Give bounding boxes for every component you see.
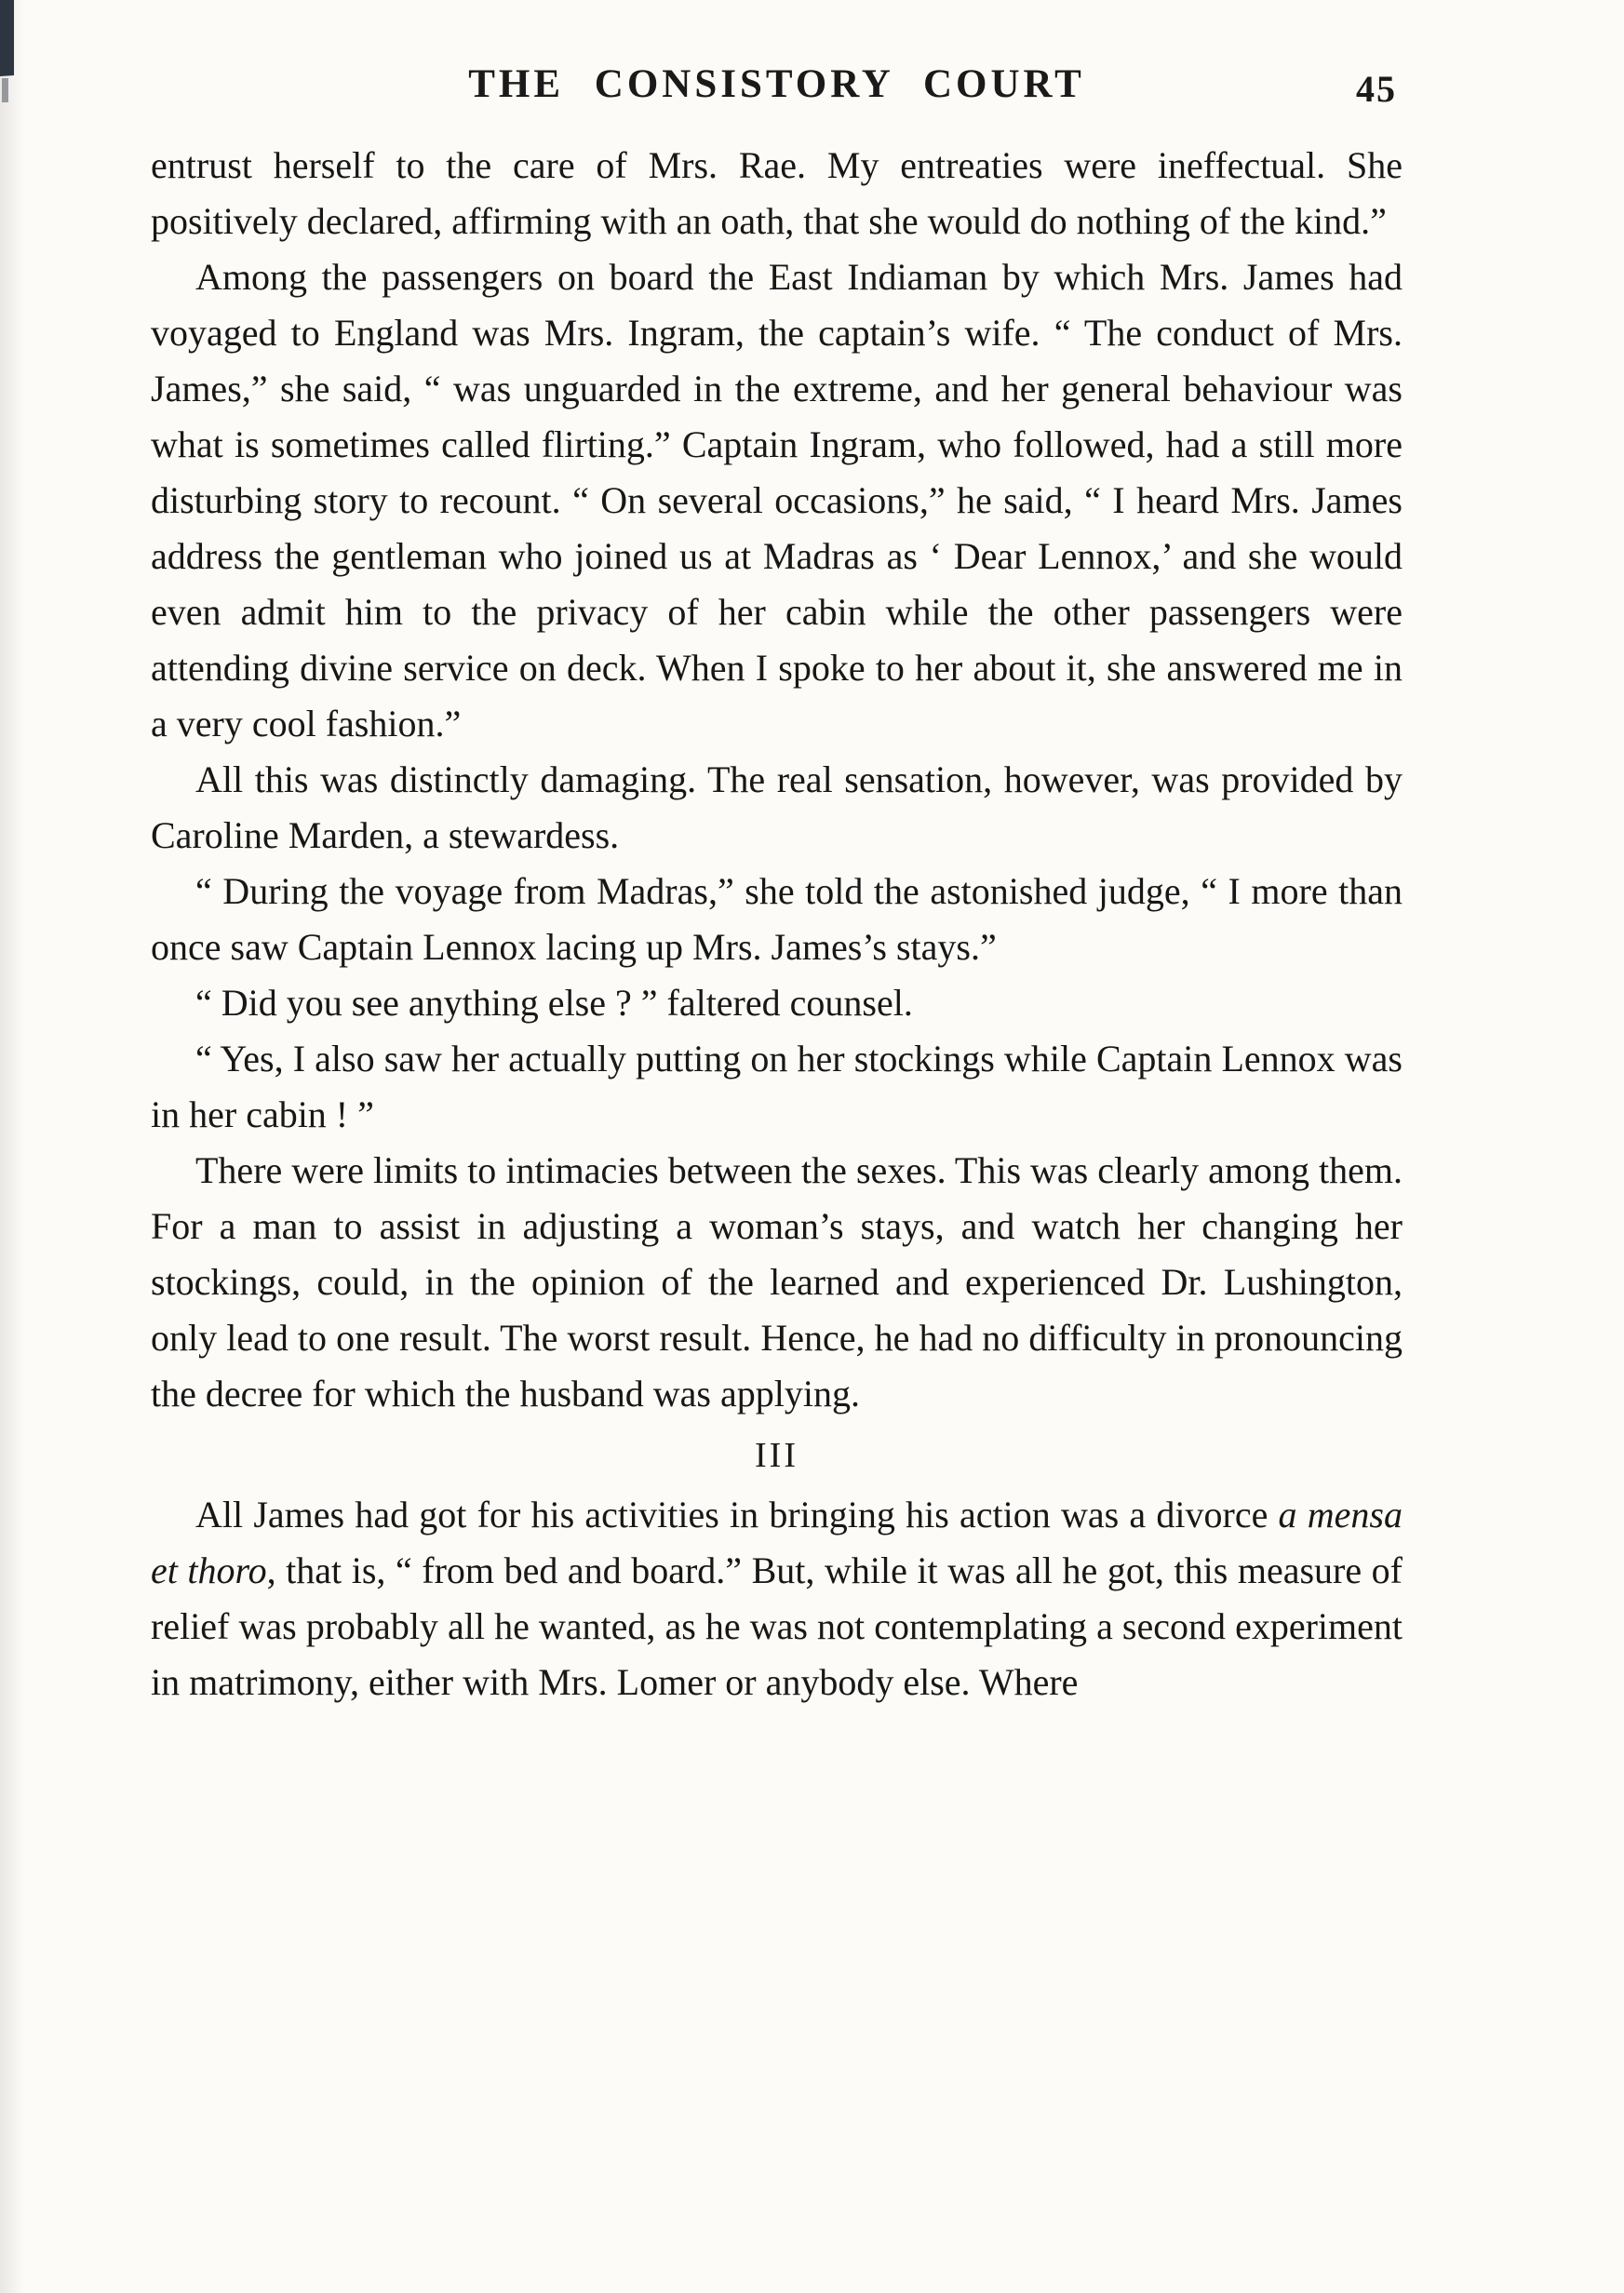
paragraph xyxy=(151,138,1403,249)
paragraph xyxy=(151,1487,1403,1710)
paragraph xyxy=(151,752,1403,864)
page-number: 45 xyxy=(1356,68,1397,110)
paragraph xyxy=(151,1143,1403,1422)
page-content xyxy=(151,61,1403,1710)
scan-edge-artifact xyxy=(0,0,14,76)
paragraph-text: “ Did you see anything else ? ” faltered counsel. xyxy=(195,982,913,1024)
paragraph-text: “ During the voyage from Madras,” she told the astonished judge, “ I more than once saw Captain Lennox lacing up Mrs. James’s stays.” xyxy=(151,870,1403,968)
paragraph xyxy=(151,975,1403,1031)
page-header xyxy=(151,61,1403,123)
paragraph-text: All James had got for his activities in bringing his action was a divorce xyxy=(195,1494,1279,1535)
paragraph-text: Among the passengers on board the East Indiaman by which Mrs. James had voyaged to England was Mrs. Ingram, the captain’s wife. “ The conduct of Mrs. James,” she said, “ was unguarded in the extreme, and her general behaviour was what is sometimes called flirting.” Captain Ingram, who followed, had a still more disturbing story to recount. “ On several occasions,” he said, “ I heard Mrs. James address the gentleman who joined us at Madras as ‘ Dear Lennox,’ and she would even admit him to the privacy of her cabin while the other passengers were attending divine service on deck. When I spoke to her about it, she answered me in a very cool fashion.” xyxy=(151,256,1403,744)
running-title: THE CONSISTORY COURT xyxy=(468,62,1085,106)
scan-edge-artifact-small xyxy=(2,78,8,102)
section-heading: III xyxy=(755,1436,799,1475)
paragraph-text: “ Yes, I also saw her actually putting on her stockings while Captain Lennox was in her cabin ! ” xyxy=(151,1038,1403,1135)
paragraph-text: entrust herself to the care of Mrs. Rae. My entreaties were ineffectual. She positively declared, affirming with an oath, that she would do nothing of the kind.” xyxy=(151,144,1403,242)
paragraph xyxy=(151,864,1403,975)
paragraph-text: There were limits to intimacies between the sexes. This was clearly among them. For a man to assist in adjusting a woman’s stays, and watch her changing her stockings, could, in the opinion of the learned and experienced Dr. Lushington, only lead to one result. The worst result. Hence, he had no difficulty in pronouncing the decree for which the husband was applying. xyxy=(151,1149,1403,1415)
paragraph-text: , that is, “ from bed and board.” But, while it was all he got, this measure of relief was probably all he wanted, as he was not contemplating a second experiment in matrimony, either with Mrs. Lomer or anybody else. Where xyxy=(151,1549,1403,1703)
paragraph xyxy=(151,1031,1403,1143)
paragraph-text-italic: a mensa et thoro xyxy=(151,1494,1403,1591)
page-body xyxy=(151,138,1403,1710)
paragraph xyxy=(151,249,1403,752)
paragraph-text: All this was distinctly damaging. The real sensation, however, was provided by Caroline Marden, a stewardess. xyxy=(151,758,1403,856)
